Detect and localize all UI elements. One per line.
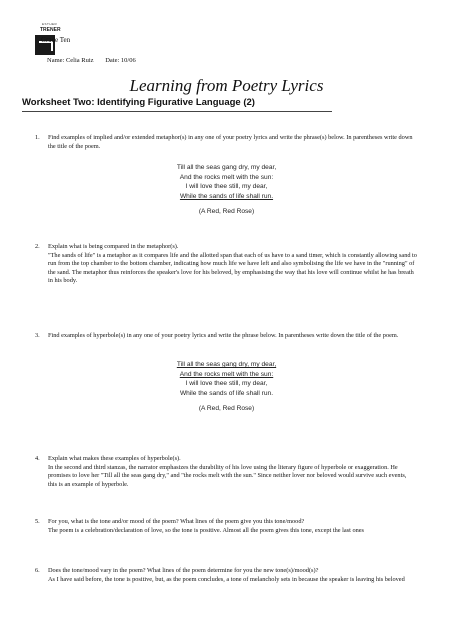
poem-excerpt-2 <box>0 360 453 414</box>
question-number: 4. <box>35 455 40 462</box>
poem-line: While the sands of life shall run. <box>179 389 274 397</box>
poem-line-underlined: And the rocks melt with the sun: <box>179 370 274 378</box>
question-text: For you, what is the tone and/or mood of the poem? What lines of the poem give you this tone/mood? <box>48 518 305 525</box>
question-3 <box>35 332 417 341</box>
question-number: 1. <box>35 134 40 141</box>
question-2 <box>35 243 417 286</box>
answer-text: As I have said before, the tone is positive, but, as the poem concludes, a tone of melancholy sets in because the speaker is leaving his beloved <box>48 575 405 583</box>
question-4 <box>35 455 417 489</box>
question-number: 3. <box>35 332 40 339</box>
question-number: 2. <box>35 243 40 250</box>
question-text: Find examples of implied and/or extended metaphor(s) in any one of your poetry lyrics and write the phrase(s) below. In parentheses write down the title of the poem. <box>48 134 413 150</box>
student-name: Name: Celia Ruiz <box>47 57 94 64</box>
logo-small-text: ESTHER <box>42 22 58 26</box>
question-number: 6. <box>35 567 40 574</box>
answer-text: In the second and third stanzas, the narrator emphasizes the durability of his love using the literary figure of hyperbole or exaggeration. He promises to love her "Till all the seas gang dry," and "the rocks melt with the sun." Since neither lover nor beloved would survive such events, this is an example of hyperbole. <box>48 463 407 488</box>
question-text: Explain what is being compared in the metaphor(s). <box>48 243 179 250</box>
question-6 <box>35 567 417 584</box>
question-number: 5. <box>35 518 40 525</box>
worksheet-subtitle: Worksheet Two: Identifying Figurative Language (2) <box>22 97 255 108</box>
grade-label: Grade Ten <box>41 36 71 44</box>
poem-line: Till all the seas gang dry, my dear, <box>176 164 277 171</box>
page-title: Learning from Poetry Lyrics <box>129 76 324 95</box>
poem-source: (A Red, Red Rose) <box>198 405 255 412</box>
question-1 <box>35 134 417 151</box>
poem-line-underlined: Till all the seas gang dry, my dear, <box>176 361 277 368</box>
poem-line: And the rocks melt with the sun: <box>179 173 274 181</box>
poem-source: (A Red, Red Rose) <box>198 208 255 215</box>
title-divider <box>22 111 332 112</box>
answer-text: "The sands of life" is a metaphor as it compares life and the allotted span that each of us have to a sand timer, which is constantly allowing sand to run from the top chamber to the bottom chamber, indicating how much life we have left and also symbolising the life we have in the "running" of the sand. The metaphor thus reinforces the speaker's love for his beloved, by emphasising the way that his love will continue whilst he has breath in his body. <box>48 251 417 285</box>
worksheet-date: Date: 10/06 <box>105 57 136 64</box>
question-5 <box>35 518 417 535</box>
logo-wordmark: TRENER <box>40 27 61 33</box>
question-text: Find examples of hyperbole(s) in any one of your poetry lyrics and write the phrase below. In parentheses write down the title of the poem. <box>48 332 399 339</box>
question-text: Explain what makes these examples of hyperbole(s). <box>48 455 181 462</box>
answer-text: The poem is a celebration/declaration of love, so the tone is positive. Almost all the poem gives this tone, except the last ones <box>48 526 364 534</box>
poem-line: I will love thee still, my dear, <box>185 380 268 387</box>
poem-excerpt-1 <box>0 163 453 217</box>
poem-line-underlined: While the sands of life shall run. <box>179 192 274 200</box>
student-info <box>47 57 136 64</box>
question-text: Does the tone/mood vary in the poem? What lines of the poem determine for you the new tone(s)/mood(s)? <box>48 567 319 574</box>
poem-line: I will love thee still, my dear, <box>185 183 268 190</box>
